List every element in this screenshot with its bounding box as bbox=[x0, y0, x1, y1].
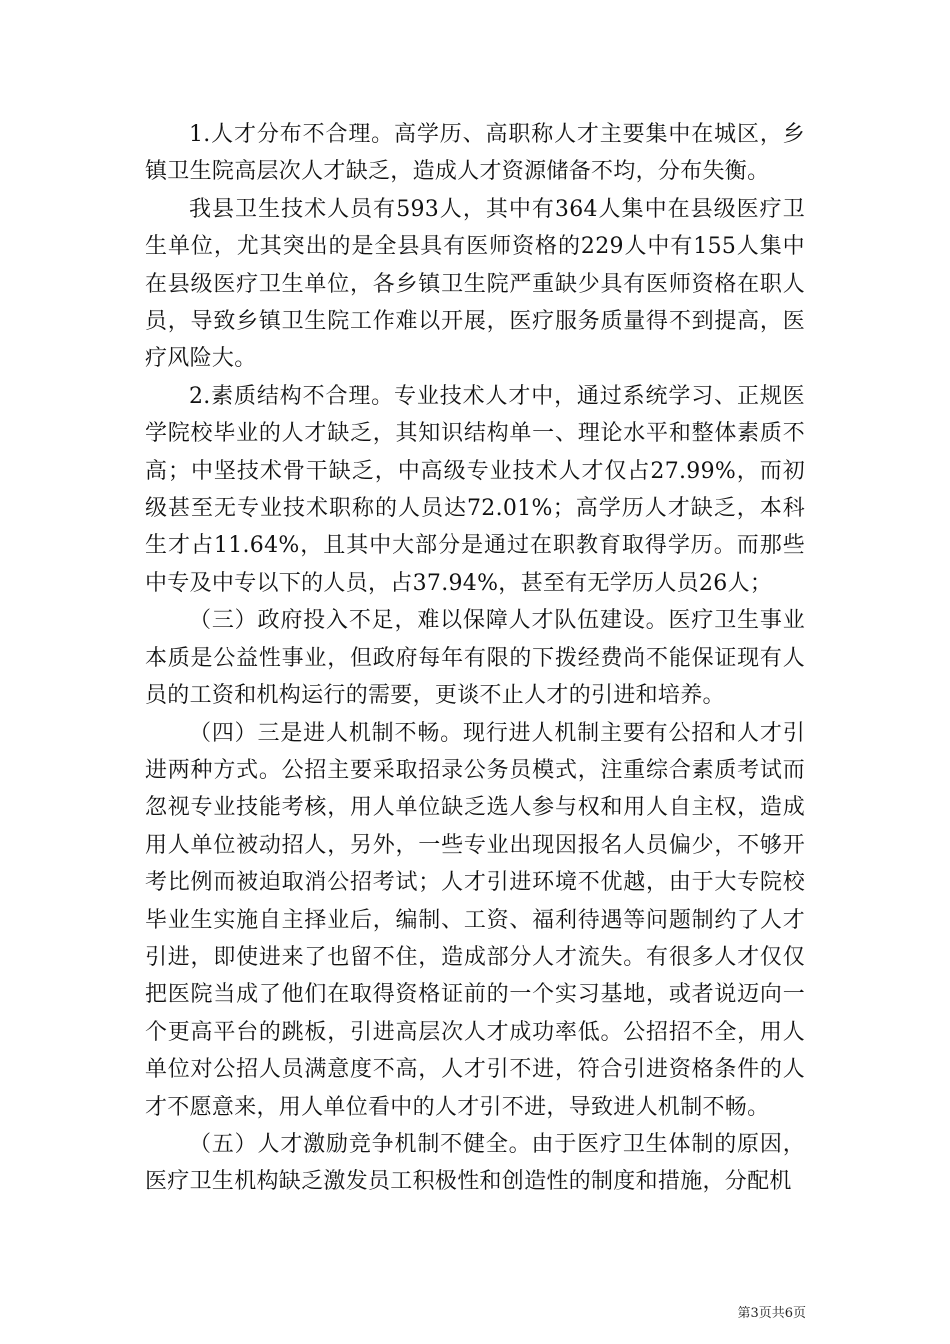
paragraph-staff-statistics: 我县卫生技术人员有593人，其中有364人集中在县级医疗卫生单位，尤其突出的是全县具有医师资格的229人中有155人集中在县级医疗卫生单位，各乡镇卫生院严重缺少具有医师资格在职人员，导致乡镇卫生院工作难以开展，医疗服务质量得不到提高，医疗风险大。 bbox=[145, 196, 805, 372]
page-number: 第3页共6页 bbox=[737, 1306, 806, 1321]
document-body bbox=[145, 116, 805, 1201]
paragraph-talent-distribution: 1.人才分布不合理。高学历、高职称人才主要集中在城区，乡镇卫生院高层次人才缺乏，造成人才资源储备不均，分布失衡。 bbox=[145, 122, 805, 185]
paragraph-incentive-mechanism: （五）人才激励竞争机制不健全。由于医疗卫生体制的原因，医疗卫生机构缺乏激发员工积极性和创造性的制度和措施，分配机 bbox=[145, 1131, 805, 1195]
paragraph-government-investment: （三）政府投入不足，难以保障人才队伍建设。医疗卫生事业本质是公益性事业，但政府每年有限的下拨经费尚不能保证现有人员的工资和机构运行的需要，更谈不止人才的引进和培养。 bbox=[145, 608, 805, 709]
paragraph-quality-structure: 2.素质结构不合理。专业技术人才中，通过系统学习、正规医学院校毕业的人才缺乏，其知识结构单一、理论水平和整体素质不高；中坚技术骨干缺乏，中高级专业技术人才仅占27.99%，而初级甚至无专业技术职称的人员达72.01%；高学历人才缺乏，本科生才占11.64%，且其中大部分是通过在职教育取得学历。而那些中专及中专以下的人员，占37.94%，甚至有无学历人员26人； bbox=[145, 383, 805, 596]
paragraph-recruitment-mechanism: （四）三是进人机制不畅。现行进人机制主要有公招和人才引进两种方式。公招主要采取招录公务员模式，注重综合素质考试而忽视专业技能考核，用人单位缺乏选人参与权和用人自主权，造成用人单位被动招人，另外，一些专业出现因报名人员偏少，不够开考比例而被迫取消公招考试；人才引进环境不优越，由于大专院校毕业生实施自主择业后，编制、工资、福利待遇等问题制约了人才引进，即使进来了也留不住，造成部分人才流失。有很多人才仅仅把医院当成了他们在取得资格证前的一个实习基地，或者说迈向一个更高平台的跳板，引进高层次人才成功率低。公招招不全，用人单位对公招人员满意度不高，人才引不进，符合引进资格条件的人才不愿意来，用人单位看中的人才引不进，导致进人机制不畅。 bbox=[145, 720, 805, 1120]
